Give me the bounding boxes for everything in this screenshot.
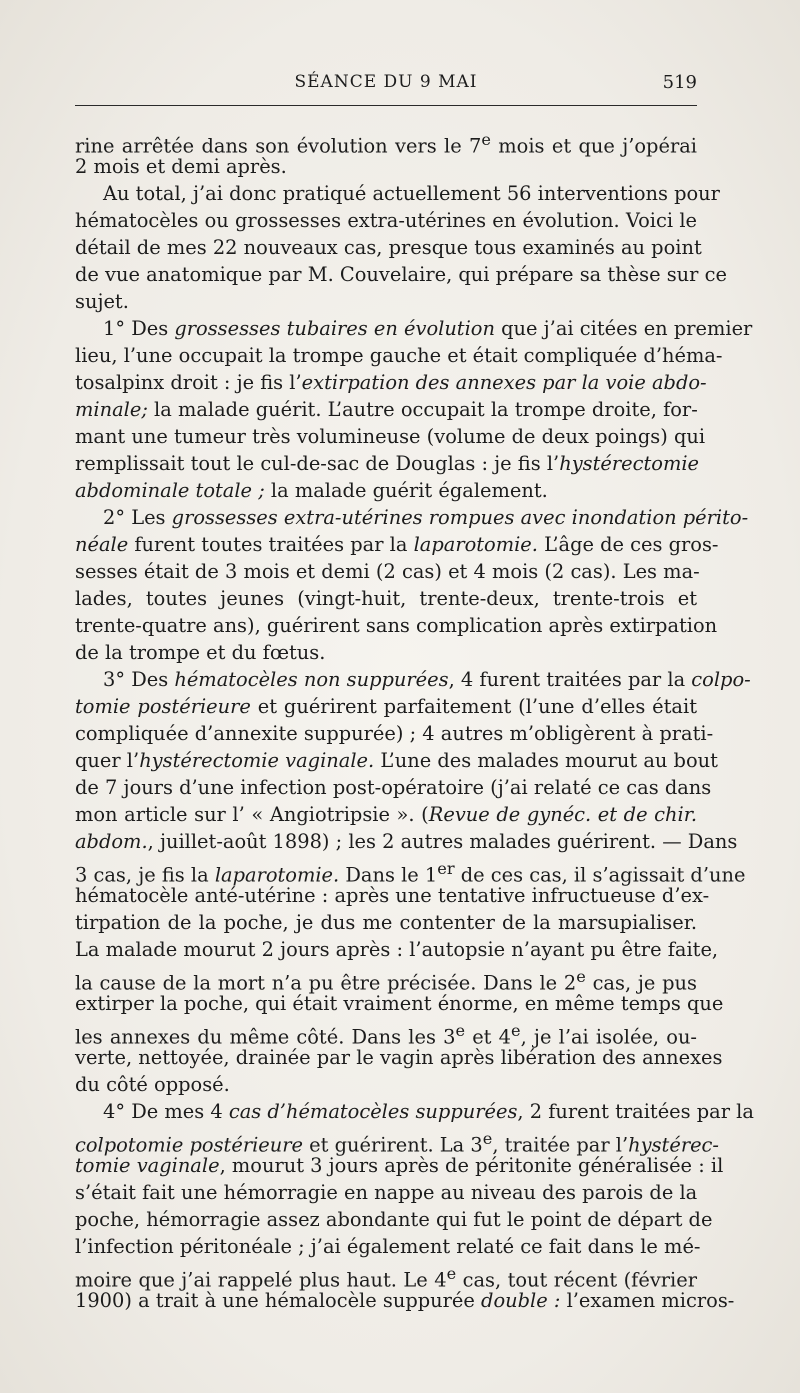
page-number: 519 [662, 72, 697, 93]
text-line: de 7 jours d’une infection post-opératoire (j’ai relaté ce cas dans [75, 776, 712, 799]
text-line: 2° Les grossesses extra-utérines rompues avec inondation périto- [103, 506, 749, 529]
text-line: s’était fait une hémorragie en nappe au niveau des parois de la [75, 1181, 698, 1204]
text-line: 1900) a trait à une hémalocèle suppurée double : l’examen micros- [75, 1289, 735, 1312]
text-line: tosalpinx droit : je fis l’extirpation des annexes par la voie abdo- [75, 371, 707, 394]
text-line: verte, nettoyée, drainée par le vagin après libération des annexes [75, 1046, 723, 1069]
text-line: 3 cas, je fis la laparotomie. Dans le 1er de ces cas, il s’agissait d’une [75, 859, 746, 887]
text-line: 4° De mes 4 cas d’hématocèles suppurées, 2 furent traitées par la [103, 1100, 754, 1123]
text-line: lades, toutes jeunes (vingt-huit, trente-deux, trente-trois et [75, 587, 697, 610]
text-line: 2 mois et demi après. [75, 155, 287, 178]
body-text [75, 126, 754, 1314]
header-rule [75, 105, 697, 106]
text-line: moire que j’ai rappelé plus haut. Le 4e cas, tout récent (février [75, 1264, 698, 1292]
text-line: minale; la malade guérit. L’autre occupait la trompe droite, for- [75, 398, 698, 421]
text-line: tirpation de la poche, je dus me contenter de la marsupialiser. [75, 911, 697, 934]
text-line: hématocèle anté-utérine : après une tentative infructueuse d’ex- [75, 884, 710, 907]
text-line: La malade mourut 2 jours après : l’autopsie n’ayant pu être faite, [75, 938, 719, 961]
text-line: mant une tumeur très volumineuse (volume de deux poings) qui [75, 425, 706, 448]
text-line: lieu, l’une occupait la trompe gauche et était compliquée d’héma- [75, 344, 723, 367]
text-line: remplissait tout le cul-de-sac de Douglas : je fis l’hystérectomie [75, 452, 700, 475]
text-line: tomie postérieure et guérirent parfaitement (l’une d’elles était [75, 695, 697, 718]
text-line: trente-quatre ans), guérirent sans complication après extirpation [75, 614, 718, 637]
text-line: 1° Des grossesses tubaires en évolution que j’ai citées en premier [103, 317, 753, 340]
text-line: abdominale totale ; la malade guérit également. [75, 479, 548, 502]
text-line: abdom., juillet-août 1898) ; les 2 autres malades guérirent. — Dans [75, 830, 738, 853]
text-line: l’infection péritonéale ; j’ai également relaté ce fait dans le mé- [75, 1235, 701, 1258]
text-line: 3° Des hématocèles non suppurées, 4 furent traitées par la colpo- [103, 668, 751, 691]
text-line: hématocèles ou grossesses extra-utérines en évolution. Voici le [75, 209, 697, 232]
text-line: la cause de la mort n’a pu être précisée. Dans le 2e cas, je pus [75, 967, 697, 995]
text-line: mon article sur l’ « Angiotripsie ». (Revue de gynéc. et de chir. [75, 803, 698, 826]
running-head [75, 72, 697, 96]
text-line: sujet. [75, 290, 129, 313]
text-line: les annexes du même côté. Dans les 3e et 4e, je l’ai isolée, ou- [75, 1021, 697, 1049]
text-line: de la trompe et du fœtus. [75, 641, 326, 664]
text-line: néale furent toutes traitées par la laparotomie. L’âge de ces gros- [75, 533, 719, 556]
text-line: sesses était de 3 mois et demi (2 cas) et 4 mois (2 cas). Les ma- [75, 560, 700, 583]
text-line: détail de mes 22 nouveaux cas, presque tous examinés au point [75, 236, 702, 259]
text-line: rine arrêtée dans son évolution vers le 7e mois et que j’opérai [75, 130, 697, 158]
text-line: poche, hémorragie assez abondante qui fut le point de départ de [75, 1208, 713, 1231]
text-line: quer l’hystérectomie vaginale. L’une des malades mourut au bout [75, 749, 718, 772]
text-line: colpotomie postérieure et guérirent. La 3e, traitée par l’hystérec- [75, 1129, 719, 1157]
text-line: du côté opposé. [75, 1073, 230, 1096]
running-head-title: SÉANCE DU 9 MAI [294, 72, 478, 92]
text-line: extirper la poche, qui était vraiment énorme, en même temps que [75, 992, 724, 1015]
text-line: tomie vaginale, mourut 3 jours après de péritonite généralisée : il [75, 1154, 724, 1177]
text-line: Au total, j’ai donc pratiqué actuellement 56 interventions pour [103, 182, 720, 205]
text-line: compliquée d’annexite suppurée) ; 4 autres m’obligèrent à prati- [75, 722, 714, 745]
text-line: de vue anatomique par M. Couvelaire, qui prépare sa thèse sur ce [75, 263, 727, 286]
